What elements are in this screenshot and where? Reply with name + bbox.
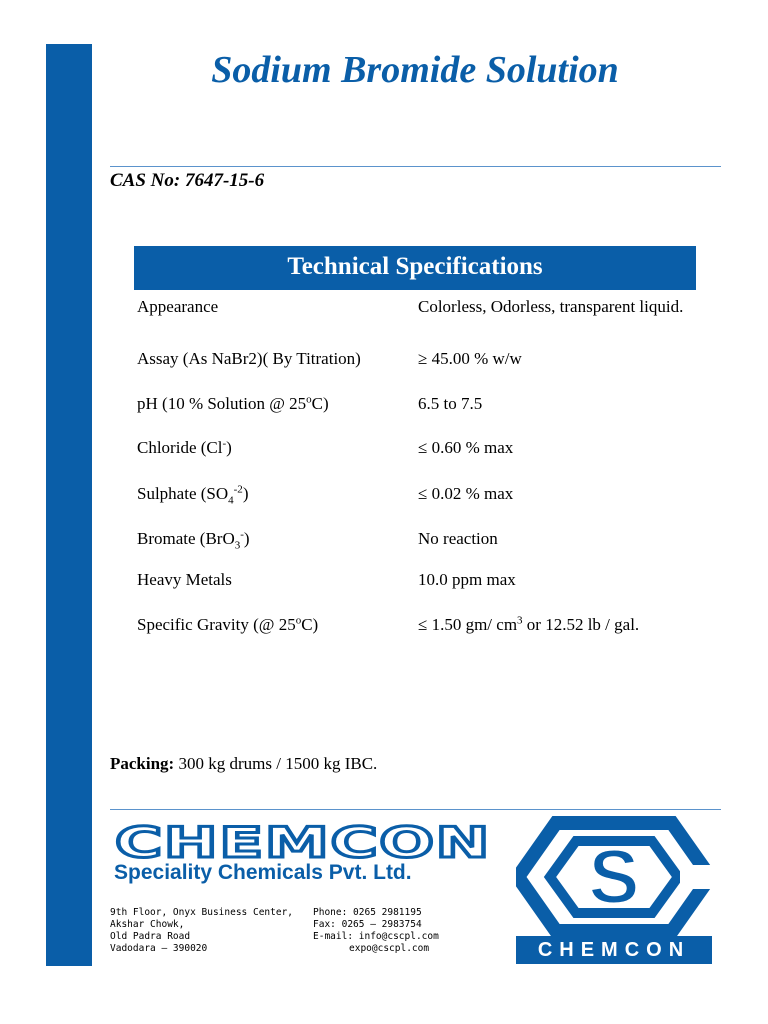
packing-info (110, 754, 377, 774)
email-secondary[interactable]: expo@cscpl.com (349, 943, 430, 954)
spec-value: ≤ 0.60 % max (418, 438, 514, 457)
spec-param: Appearance (137, 297, 219, 316)
company-address: 9th Floor, Onyx Business Center, Akshar Chowk, Old Padra Road Vadodara – 390020 (110, 907, 294, 954)
spec-param: Assay (As NaBr2)( By Titration) (137, 349, 361, 368)
emblem-label: CHEMCON (516, 936, 712, 964)
spec-value: No reaction (418, 529, 498, 548)
spec-param: Sulphate $(SO_4^{-2})$ (137, 483, 249, 507)
spec-param: Heavy Metals (137, 570, 232, 589)
cas-number: CAS No: 7647-15-6 (110, 170, 265, 191)
spec-param: Chloride (Cl-) (137, 437, 232, 457)
svg-text:S: S (588, 835, 640, 920)
logo-word-text: CHEMCON (115, 818, 491, 867)
packing-text: 300 kg drums / 1500 kg IBC. (174, 754, 378, 773)
email[interactable]: E-mail: info@cscpl.com (313, 931, 439, 942)
spec-header: Technical Specifications (134, 246, 696, 290)
spec-param: Bromate (BrO$_3$-) (137, 528, 250, 552)
page-title: Sodium Bromide Solution (211, 49, 619, 91)
spec-value: Colorless, Odorless, transparent liquid. (418, 297, 684, 316)
footer-divider (110, 809, 721, 810)
company-contact (313, 907, 439, 955)
company-name: Speciality Chemicals Pvt. Ltd. (114, 861, 412, 884)
top-divider (110, 166, 721, 167)
spec-param: Specific Gravity (@ 25$^o$C) (137, 614, 319, 634)
phone: Phone: 0265 2981195 (313, 907, 422, 918)
side-accent-bar (46, 44, 92, 966)
spec-value: 10.0 ppm max (418, 570, 516, 589)
spec-value: ≤ 0.02 % max (418, 484, 514, 503)
packing-label: Packing: (110, 754, 175, 773)
fax: Fax: 0265 – 2983754 (313, 919, 422, 930)
spec-value: ≤ 1.50 gm/ $cm^3$ or 12.52 lb / gal. (418, 614, 640, 634)
spec-param: pH (10 % Solution @ 25$^o$C) (137, 393, 329, 413)
spec-value: ≥ 45.00 % w/w (418, 349, 522, 368)
spec-value: 6.5 to 7.5 (418, 394, 483, 413)
